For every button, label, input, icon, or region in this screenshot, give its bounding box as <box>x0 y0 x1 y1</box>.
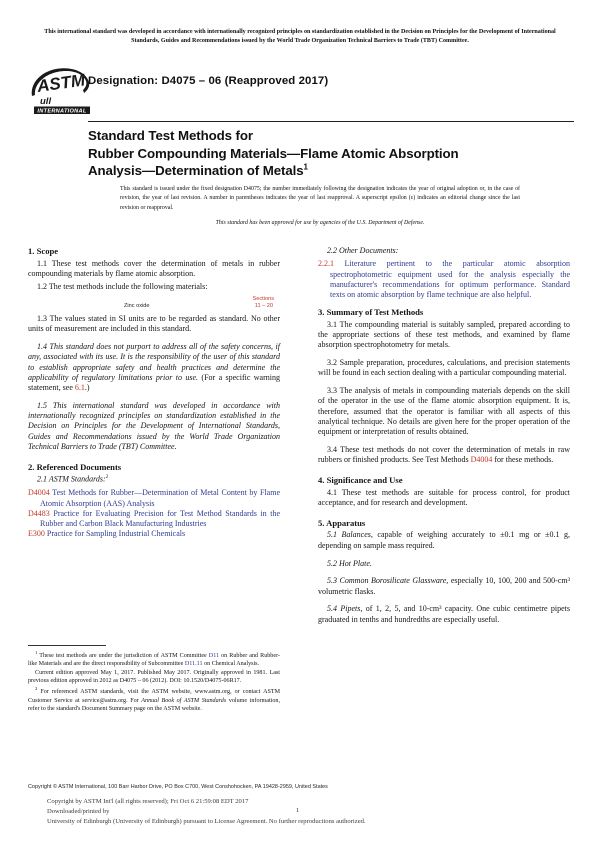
summary-3-3: 3.3 The analysis of metals in compounding materials depends on the skill of the operator in the use of the flame atomic absorption equipment. It is, therefore, assumed that the operator is familiar with all aspects of this analytical technique. No details are given here for the proper operation of the equipment or interpretation of results obtained. <box>318 385 570 437</box>
footnotes <box>28 650 280 714</box>
svg-text:ull: ull <box>40 96 52 107</box>
list-item[interactable] <box>28 509 280 530</box>
heading-scope: 1. Scope <box>28 246 59 256</box>
table-header-sections: Sections <box>252 295 274 302</box>
footnote-1 <box>28 650 280 668</box>
apparatus-5-3-text: especially 10, 100, 200 and 500-cm³ volumetric flasks. <box>318 576 570 596</box>
table-row <box>28 303 280 310</box>
scope-1-4 <box>28 342 280 393</box>
scope-1-1: 1.1 These test methods cover the determination of metals in rubber compounding materials by flame atomic absorption. <box>28 258 280 279</box>
tbt-notice: This international standard was developed in accordance with internationally recognized principles on standardization established in the Decision on Principles for the Development of International Standards, Guides and Recommendations issued by the World Trade Organization Technical Barriers to Trade (TBT) Committee. <box>44 29 556 45</box>
footnote-1-a: These test methods are under the jurisdiction of ASTM Committee <box>37 653 209 660</box>
header-divider <box>88 121 574 122</box>
ref-code-d4483[interactable]: D4483 <box>28 508 50 518</box>
footnote-2-italic: Annual Book of ASTM Standards <box>141 697 227 704</box>
stamp-line-3: University of Edinburgh (University of Edinburgh) pursuant to License Agreement. No further reproductions authorized. <box>47 818 366 826</box>
material-name: Zinc oxide <box>124 302 150 309</box>
other-documents-text: Literature pertinent to the particular atomic absorption spectrophotometric equipment used for the analysis especially the manufacturer's recommendations for optimum performance. Standard texts on atomic absorption by flame technique are also helpful. <box>330 259 570 300</box>
scope-1-5: 1.5 This international standard was developed in accordance with internationally recognized principles on standardization established in the Decision on Principles for the Development of International Standards, Guides and Recommendations issued by the World Trade Organization Technical Barriers to Trade (TBT) Committee. <box>28 400 280 451</box>
apparatus-5-3-term: 5.3 Common Borosilicate Glassware, <box>327 576 449 586</box>
apparatus-5-1-term: 5.1 Balances, <box>327 530 373 540</box>
astm-standards-label <box>28 474 280 485</box>
heading-summary: 3. Summary of Test Methods <box>318 306 424 317</box>
other-documents-label: 2.2 Other Documents: <box>327 246 399 255</box>
footnote-current-edition: Current edition approved May 1, 2017. Published May 2017. Originally approved in 1981. Last previous edition approved in 2012 as D4075 – 06 (2012). DOI: 10.1520/D4075-06R17. <box>28 670 280 685</box>
heading-referenced-documents: 2. Referenced Documents <box>28 461 122 472</box>
apparatus-5-4 <box>318 604 570 625</box>
list-item[interactable] <box>28 529 280 539</box>
heading-significance: 4. Significance and Use <box>318 474 403 485</box>
apparatus-5-1-text: capable of weighing accurately to ±0.1 mg or ±0.1 g, depending on sample mass required. <box>318 530 570 550</box>
ref-number-2-2-1[interactable]: 2.2.1 <box>318 259 334 269</box>
title-line-1: Standard Test Methods for <box>88 128 253 143</box>
summary-3-4-a: 3.4 These test methods do not cover the determination of metals in raw rubbers or finished products. See Test Methods <box>318 444 570 465</box>
footnote-divider <box>28 645 106 646</box>
footnote-1-c: on Chemical Analysis. <box>202 661 260 668</box>
link-d11-11[interactable]: D11.11 <box>184 661 203 668</box>
other-documents-2-2-1 <box>318 259 570 300</box>
astm-logo-icon <box>26 62 100 116</box>
heading-apparatus: 5. Apparatus <box>318 517 366 528</box>
title-line-3: Analysis—Determination of Metals$^1$ <box>88 162 308 179</box>
scope-1-3: 1.3 The values stated in SI units are to be regarded as standard. No other units of measurement are included in this standard. <box>28 313 280 334</box>
summary-3-4-b: for these methods. <box>492 455 554 465</box>
scope-1-4-warning: (For a specific warning statement, see <box>28 372 280 393</box>
summary-3-4 <box>318 445 570 466</box>
link-d11[interactable]: D11 <box>208 653 220 660</box>
stamp-line-1: Copyright by ASTM Int'l (all rights reserved); Fri Oct 6 21:59:08 EDT 2017 <box>47 798 249 805</box>
significance-4-1: 4.1 These test methods are suitable for process control, for product acceptance, and for research and development. <box>318 487 570 507</box>
materials-sections-table <box>28 296 280 310</box>
ref-code-e300[interactable]: E300 <box>28 529 45 539</box>
apparatus-5-2 <box>318 559 570 569</box>
ref-title-e300: Practice for Sampling Industrial Chemicals <box>46 529 186 539</box>
astm-standards-label-text: 2.1 ASTM Standards: <box>37 475 106 485</box>
material-sections: 11 – 20 <box>254 302 273 309</box>
download-stamp <box>47 797 517 827</box>
footnote-1-marker: 1 <box>35 650 38 655</box>
link-d4004[interactable]: D4004 <box>470 455 493 465</box>
page-number: 1 <box>296 807 300 814</box>
footnote-1-b: on Rubber and Rubber-like Materials and are the direct responsibility of Subcommittee <box>28 653 280 668</box>
apparatus-5-1 <box>318 530 570 551</box>
apparatus-5-3 <box>318 576 570 597</box>
left-column <box>28 246 280 540</box>
svg-text:ASTM: ASTM <box>35 70 87 96</box>
summary-3-1: 3.1 The compounding material is suitably sampled, prepared according to the appropriate sections of these test methods, and examined by flame absorption spectrophotometry for metals. <box>318 319 570 350</box>
scope-1-2: 1.2 The test methods include the following materials: <box>37 282 208 292</box>
ref-title-d4483: Practice for Evaluating Precision for Test Method Standards in the Rubber and Carbon Black Manufacturing Industries <box>40 508 280 529</box>
ref-title-d4004: Test Methods for Rubber—Determination of Metal Content by Flame Atomic Absorption (AAS) Analysis <box>40 488 281 508</box>
title-line-2: Rubber Compounding Materials—Flame Atomic Absorption <box>88 145 459 161</box>
designation-row <box>26 62 574 118</box>
apparatus-5-4-term: 5.4 Pipets, <box>327 604 363 614</box>
dod-approval-note: This standard has been approved for use by agencies of the U.S. Department of Defense. <box>215 220 425 226</box>
list-item[interactable] <box>28 488 280 509</box>
footnote-2-a: For referenced ASTM standards, visit the ASTM website, www.astm.org, or contact ASTM Customer Service at service@astm.org. For <box>28 689 280 704</box>
footnote-2-b: volume information, refer to the standard's Document Summary page on the ASTM website. <box>28 697 280 712</box>
svg-text:INTERNATIONAL: INTERNATIONAL <box>37 108 87 115</box>
stamp-line-2: Downloaded/printed by <box>47 808 110 816</box>
page-title <box>88 127 574 180</box>
issue-statement: This standard is issued under the fixed designation D4075; the number immediately following the designation indicates the year of original adoption or, in the case of revision, the year of last revision. A number in parentheses indicates the year of last reapproval. A superscript epsilon (ε) indicates an editorial change since the last revision or reapproval. <box>120 186 520 211</box>
ref-code-d4004[interactable]: D4004 <box>28 488 50 498</box>
apparatus-5-4-text: of 1, 2, 5, and 10-cm³ capacity. One cubic centimetre pipets graduated in tenths and hundredths are especially useful. <box>318 604 570 624</box>
astm-standards-footnote-marker: 2 <box>105 474 109 481</box>
apparatus-5-2-term: 5.2 Hot Plate. <box>327 558 372 568</box>
title-footnote-marker: 1 <box>303 162 308 172</box>
footnote-2-marker: 2 <box>35 686 38 692</box>
summary-3-2: 3.2 Sample preparation, procedures, calculations, and precision statements will be found in each section dealing with a particular compounding material. <box>318 357 570 378</box>
scope-1-4-italic: 1.4 This standard does not purport to address all of the safety concerns, if any, associated with its use. It is the responsibility of the user of this standard to establish appropriate safety and health practices and determine the applicability of regulatory limitations prior to use. <box>28 342 280 382</box>
scope-1-4-end: .) <box>84 383 90 393</box>
right-column <box>318 246 570 628</box>
link-6-1[interactable]: 6.1 <box>74 383 85 393</box>
copyright-line: Copyright © ASTM International, 100 Barr Harbor Drive, PO Box C700, West Conshohocken, PA 19428-2959, United States <box>28 784 328 790</box>
footnote-2 <box>28 686 280 712</box>
designation-text: Designation: D4075 – 06 (Reapproved 2017) <box>88 75 329 87</box>
